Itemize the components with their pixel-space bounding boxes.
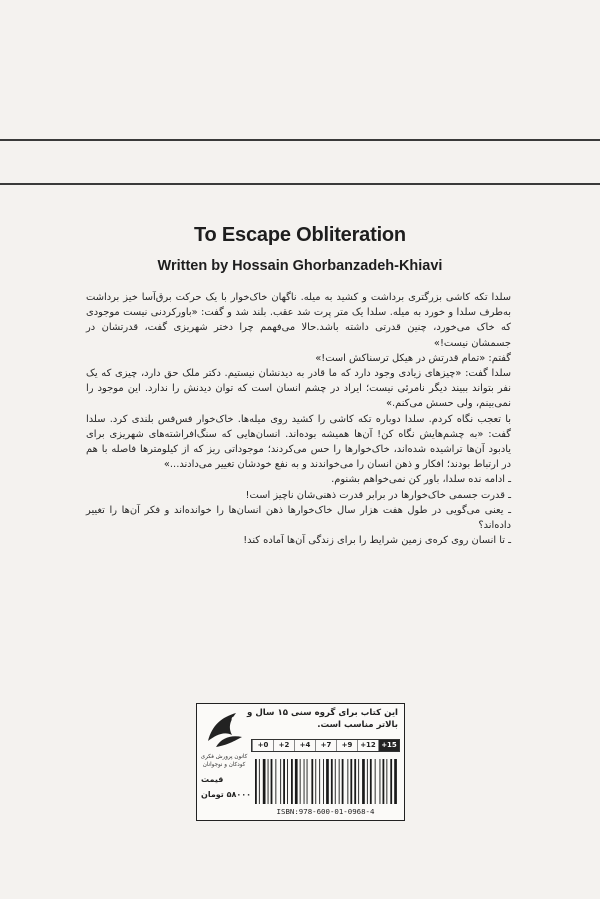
price-label: قیمت xyxy=(201,775,224,784)
excerpt-paragraph: با تعجب نگاه کردم. سلدا دوباره تکه کاشی را کشید روی میله‌ها. خاک‌خوار فس‌فس بلندی کرد. سلدا گفت: «به چشم‌هایش نگاه کن! آن‌ها همیشه بوده‌اند. انسان‌هایی که سنگ‌افراشته‌های شهریزی برای یادبود آن‌ها تراشیده شده‌اند، خاک‌خوارها را حس می‌کردند؛ موجوداتی ریز که از کیلومترها فاصله با هم در ارتباط بودند؛ افکار و ذهن انسان را می‌خواندند و به نفع خودشان تغییر می‌دادند...» xyxy=(86,413,511,471)
bottom-rule xyxy=(0,183,600,185)
book-author: Written by Hossain Ghorbanzadeh-Khiavi xyxy=(157,258,443,274)
back-cover-info-box xyxy=(196,703,405,821)
age-rating-strip xyxy=(251,739,400,752)
age-badge: +15 xyxy=(378,740,399,751)
age-badge: +9 xyxy=(336,740,357,751)
excerpt-paragraph: ـ یعنی می‌گویی در طول هفت هزار سال خاک‌خوارها ذهن انسان‌ها را خوانده‌اند و فکر آن‌ها را تغییر داده‌اند؟ xyxy=(86,504,511,532)
age-badge: +0 xyxy=(252,740,273,751)
book-title: To Escape Obliteration xyxy=(194,224,406,246)
publisher-logo-icon xyxy=(202,707,246,755)
publisher-name: کانون پرورش فکری کودکان و نوجوانان xyxy=(200,754,248,768)
age-badge: +4 xyxy=(294,740,315,751)
top-rule xyxy=(0,139,600,141)
excerpt-paragraph: ـ تا انسان روی کره‌ی زمین شرایط را برای زندگی آن‌ها آماده کند! xyxy=(243,535,511,547)
isbn-text: ISBN:978-600-01-0968-4 xyxy=(276,807,375,816)
excerpt-paragraph: ـ قدرت جسمی خاک‌خوارها در برابر قدرت ذهنی‌شان ناچیز است! xyxy=(245,489,511,501)
age-badge: +2 xyxy=(273,740,294,751)
excerpt-text xyxy=(86,290,511,548)
excerpt-paragraph: گفتم: «تمام قدرتش در هیکل ترسناکش است!» xyxy=(315,352,511,364)
age-badge: +12 xyxy=(357,740,378,751)
age-badge: +7 xyxy=(315,740,336,751)
excerpt-paragraph: ـ ادامه نده سلدا، باور کن نمی‌خواهم بشنوم. xyxy=(331,474,511,486)
age-notice: این کتاب برای گروه سنی ۱۵ سال و بالاتر مناسب است. xyxy=(246,708,398,730)
price-value: ۵۸۰۰۰ تومان xyxy=(201,790,252,799)
excerpt-paragraph: سلدا تکه کاشی بزرگتری برداشت و کشید به میله. ناگهان خاک‌خوار با یک حرکت برق‌آسا خیز برداشت به‌طرف سلدا و خورد به میله. سلدا یک متر پرت شد عقب. بلند شد و گفت: «باورکردنی نیست موجودی که خاک می‌خورد، چنین قدرتی داشته باشد.حالا می‌فهمم چرا دختر شهریزی گفت، قدرتشان در جسمشان نیست!» xyxy=(86,292,511,349)
excerpt-paragraph: سلدا گفت: «چیزهای زیادی وجود دارد که ما قادر به دیدنشان نیستیم. دکتر ملک حق دارد، چیزی که یک نفر بتواند ببیند دیگر نامرئی نیست؛ ایراد در چشم انسان است که توان دیدنش را ندارد. این موجود را نمی‌بینم، ولی حسش می‌کنم.» xyxy=(86,368,511,410)
barcode-icon xyxy=(251,757,400,806)
